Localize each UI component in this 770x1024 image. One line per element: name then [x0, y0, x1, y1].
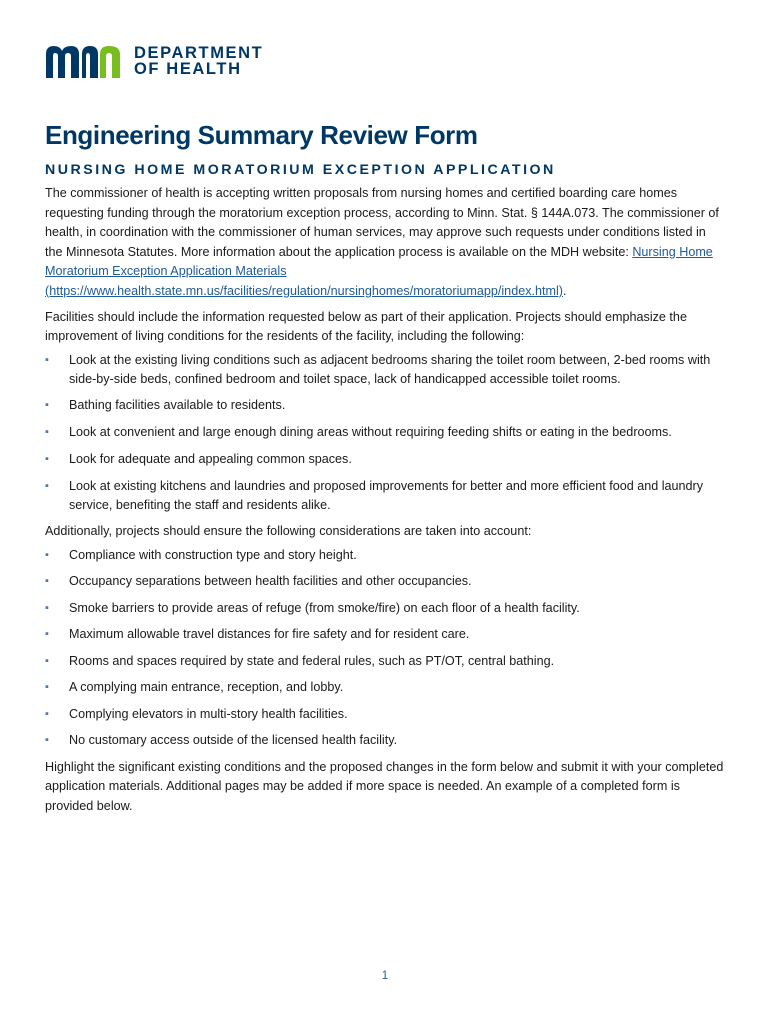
list-item — [45, 705, 725, 724]
list-item-text: Look at convenient and large enough dining areas without requiring feeding shifts or eating in the bedrooms. — [69, 425, 672, 440]
list-item-text: Rooms and spaces required by state and federal rules, such as PT/OT, central bathing. — [69, 653, 555, 668]
list-item-text: Look at the existing living conditions such as adjacent bedrooms sharing the toilet room between, 2-bed rooms with side-by-side beds, confined bedroom and toilet space, lack of handicapped accessible toilet rooms. — [69, 352, 711, 386]
bullet-icon: ▪ — [45, 707, 49, 720]
bullet-icon: ▪ — [45, 479, 49, 492]
living-conditions-list — [45, 351, 725, 515]
closing-paragraph: Highlight the significant existing conditions and the proposed changes in the form below and submit it with your completed application materials. Additional pages may be added if more space is needed. An example of a completed form is provided below. — [45, 759, 724, 813]
list-item-text: Complying elevators in multi-story health facilities. — [69, 706, 348, 721]
intro-paragraph — [45, 184, 725, 302]
bullet-icon: ▪ — [45, 426, 49, 439]
list-item — [45, 625, 725, 644]
list-item — [45, 396, 725, 415]
list-item-text: Look for adequate and appealing common spaces. — [69, 451, 352, 466]
list-item-text: Bathing facilities available to residents. — [69, 398, 286, 413]
logo-line-department: DEPARTMENT — [134, 44, 264, 62]
document-body — [45, 118, 725, 817]
list-item — [45, 477, 725, 515]
bullet-icon: ▪ — [45, 353, 49, 366]
list-item — [45, 546, 725, 565]
bullet-icon: ▪ — [45, 654, 49, 667]
bullet-icon: ▪ — [45, 601, 49, 614]
mdh-logo — [44, 44, 263, 78]
intro-text-end: . — [562, 283, 567, 298]
bullet-icon: ▪ — [45, 681, 49, 694]
list-item — [45, 652, 725, 671]
list-item — [45, 678, 725, 697]
bullet-icon: ▪ — [45, 734, 49, 747]
logo-wordmark — [134, 45, 263, 77]
list-item — [45, 572, 725, 591]
page-subtitle: NURSING HOME MORATORIUM EXCEPTION APPLICATION — [45, 162, 556, 178]
list-item-text: Maximum allowable travel distances for fire safety and for resident care. — [69, 627, 470, 642]
mn-logo-icon — [44, 44, 124, 78]
page-number: 1 — [381, 970, 389, 982]
facilities-paragraph: Facilities should include the information requested below as part of their application. Projects should emphasize the improvement of living conditions for the residents of the facility, including the following: — [45, 309, 687, 344]
list-item-text: Smoke barriers to provide areas of refuge (from smoke/fire) on each floor of a health facility. — [69, 600, 580, 615]
application-materials-link[interactable]: Nursing Home Moratorium Exception Application Materials (https://www.health.state.mn.us/facilities/regulation/nursinghomes/moratoriumapp/index.html) — [45, 244, 713, 298]
list-item-text: Occupancy separations between health facilities and other occupancies. — [69, 574, 472, 589]
list-item — [45, 599, 725, 618]
bullet-icon: ▪ — [45, 575, 49, 588]
list-item-text: No customary access outside of the licensed health facility. — [69, 733, 398, 748]
bullet-icon: ▪ — [45, 548, 49, 561]
bullet-icon: ▪ — [45, 628, 49, 641]
list-item — [45, 423, 725, 442]
logo-line-of-health: OF HEALTH — [134, 60, 242, 78]
list-item — [45, 351, 725, 389]
additionally-paragraph: Additionally, projects should ensure the following considerations are taken into account: — [45, 524, 532, 539]
considerations-list — [45, 546, 725, 750]
list-item-text: A complying main entrance, reception, and lobby. — [69, 680, 344, 695]
list-item — [45, 450, 725, 469]
page-title: Engineering Summary Review Form — [45, 120, 478, 150]
bullet-icon: ▪ — [45, 399, 49, 412]
bullet-icon: ▪ — [45, 452, 49, 465]
list-item-text: Look at existing kitchens and laundries and proposed improvements for better and more efficient food and laundry service, benefiting the staff and residents alike. — [69, 478, 704, 512]
intro-text: The commissioner of health is accepting written proposals from nursing homes and certified boarding care homes requesting funding through the moratorium exception process, according to Minn. Stat. § 144A.073. The commissioner of health, in coordination with the commissioner of human services, may approve such requests under conditions listed in the Minnesota Statutes. More information about the application process is available on the MDH website: — [45, 186, 719, 259]
list-item-text: Compliance with construction type and story height. — [69, 547, 357, 562]
list-item — [45, 731, 725, 750]
